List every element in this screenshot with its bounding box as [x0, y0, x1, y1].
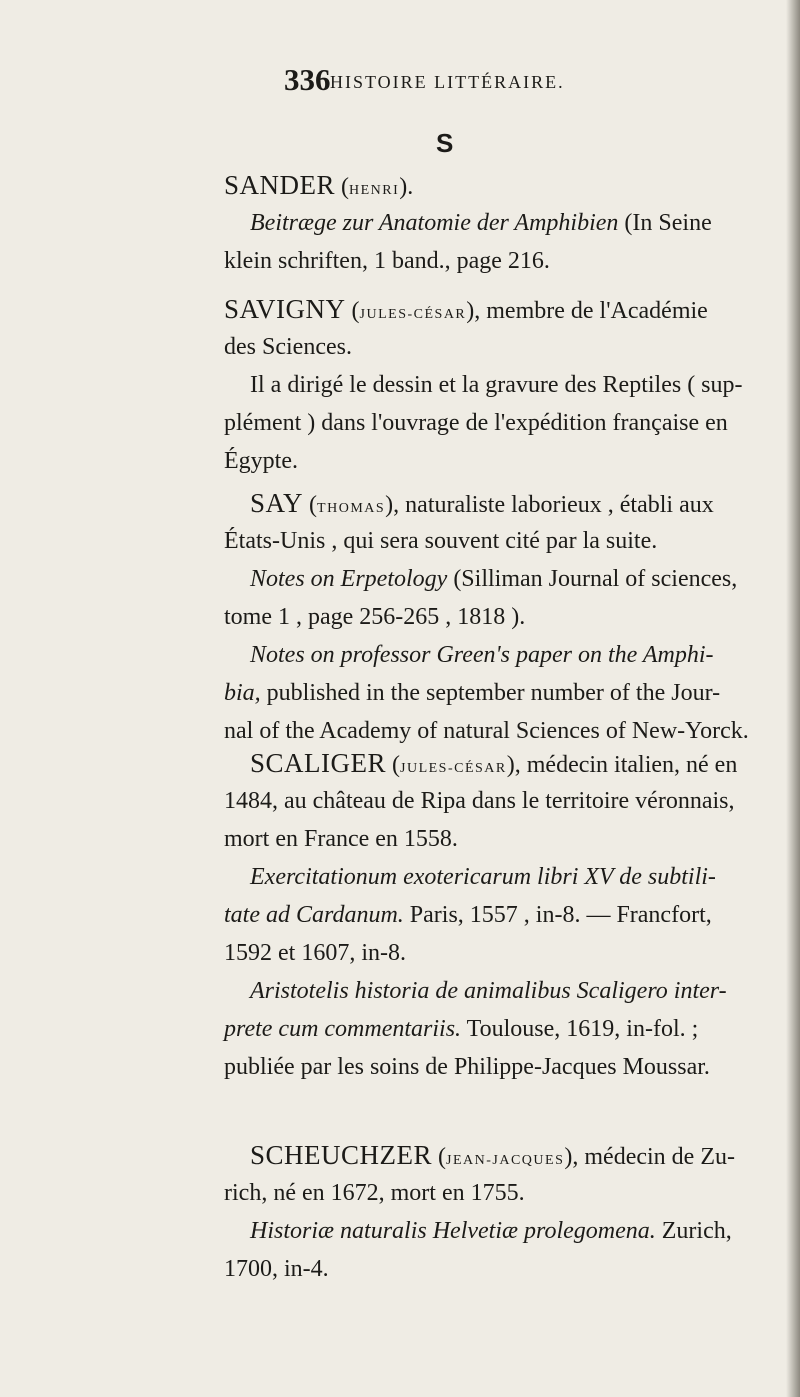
entry-sander: SANDER (HENRI). Beitræge zur Anatomie der Amphibien (In Seine klein schriften, 1 band., page 216. — [224, 166, 784, 280]
entry-text: klein schriften, 1 band., page 216. — [224, 248, 550, 274]
entry-text: (Silliman Journal of sciences, — [453, 566, 738, 592]
entry-say: SAY (THOMAS), naturaliste laborieux , établi aux États-Unis , qui sera souvent cité par la suite. Notes on Erpetology (Silliman Journal of sciences, tome 1 , page 256-265 , 1818 ). Notes on professor Green's paper on the Amphi- bia, published in the september number of the Jour- nal of the Academy of natural Sciences of New-Yorck. — [224, 484, 784, 750]
section-letter: S — [436, 128, 454, 158]
entry-text: 1592 et 1607, in-8. — [224, 940, 406, 966]
work-title: Exercitationum exotericarum libri XV de subtili- — [250, 864, 716, 890]
entry-text: 1484, au château de Ripa dans le territoire véronnais, — [224, 788, 735, 814]
entry-text: tome 1 , page 256-265 , 1818 ). — [224, 604, 526, 630]
page-edge-shadow — [786, 0, 800, 1397]
entry-name: SAY — [250, 488, 304, 518]
entry-name: SANDER — [224, 170, 336, 200]
entry-text: États-Unis , qui sera souvent cité par la suite. — [224, 528, 658, 554]
running-title: HISTOIRE LITTÉRAIRE. — [330, 72, 565, 92]
work-title: Beitræge zur Anatomie der Amphibien — [250, 210, 619, 236]
entry-name: SAVIGNY — [224, 294, 346, 324]
entry-text: (In Seine — [624, 210, 712, 236]
entry-text: ), médecin de Zu- — [564, 1144, 735, 1170]
entry-text: Zurich, — [661, 1218, 732, 1244]
entry-text: plément ) dans l'ouvrage de l'expédition française en — [224, 410, 728, 436]
entry-firstname: JULES-CÉSAR — [400, 761, 507, 776]
entry-text: Il a dirigé le dessin et la gravure des Reptiles ( sup- — [250, 372, 743, 398]
entry-name: SCALIGER — [250, 748, 387, 778]
entry-firstname: HENRI — [349, 183, 400, 198]
work-title: Notes on professor Green's paper on the Amphi- — [250, 642, 714, 668]
entry-text: Paris, 1557 , in-8. — Francfort, — [409, 902, 712, 928]
entry-text: rich, né en 1672, mort en 1755. — [224, 1180, 525, 1206]
entry-text: 1700, in-4. — [224, 1256, 329, 1282]
entry-text: published in the september number of the Jour- — [266, 680, 721, 706]
entry-name: SCHEUCHZER — [250, 1140, 433, 1170]
entry-text: ), naturaliste laborieux , établi aux — [385, 492, 714, 518]
work-title: bia, — [224, 680, 261, 706]
work-title: Aristotelis historia de animalibus Scaligero inter- — [250, 978, 727, 1004]
entry-text: Toulouse, 1619, in-fol. ; — [466, 1016, 699, 1042]
entry-text: ), médecin italien, né en — [506, 752, 738, 778]
work-title: Historiæ naturalis Helvetiæ prolegomena. — [250, 1218, 656, 1244]
work-title: tate ad Cardanum. — [224, 902, 404, 928]
entry-text: publiée par les soins de Philippe-Jacques Moussar. — [224, 1054, 710, 1080]
entry-scheuchzer: SCHEUCHZER (JEAN-JACQUES), médecin de Zu- rich, né en 1672, mort en 1755. Historiæ naturalis Helvetiæ prolegomena. Zurich, 1700, in-4. — [224, 1136, 784, 1288]
page-number: 336 — [284, 62, 331, 97]
entry-text: mort en France en 1558. — [224, 826, 458, 852]
entry-text: nal of the Academy of natural Sciences of New-Yorck. — [224, 718, 749, 744]
work-title: prete cum commentariis. — [224, 1016, 462, 1042]
entry-text: des Sciences. — [224, 334, 352, 360]
entry-firstname: JULES-CÉSAR — [359, 307, 467, 322]
entry-firstname: JEAN-JACQUES — [446, 1153, 565, 1168]
entry-firstname: THOMAS — [317, 501, 386, 516]
entry-savigny: SAVIGNY (JULES-CÉSAR), membre de l'Académie des Sciences. Il a dirigé le dessin et la gravure des Reptiles ( sup- plément ) dans l'ouvrage de l'expédition française en Égypte. — [224, 290, 784, 480]
entry-text: ), membre de l'Académie — [466, 298, 708, 324]
entry-scaliger: SCALIGER (JULES-CÉSAR), médecin italien, né en 1484, au château de Ripa dans le territoire véronnais, mort en France en 1558. Exercitationum exotericarum libri XV de subtili- tate ad Cardanum. Paris, 1557 , in-8. — Francfort, 1592 et 1607, in-8. Aristotelis historia de animalibus Scaligero inter- prete cum commentariis. Toulouse, 1619, in-fol. ; publiée par les soins de Philippe-Jacques Moussar. — [224, 744, 784, 1086]
entry-text: Égypte. — [224, 448, 298, 474]
work-title: Notes on Erpetology — [250, 566, 448, 592]
